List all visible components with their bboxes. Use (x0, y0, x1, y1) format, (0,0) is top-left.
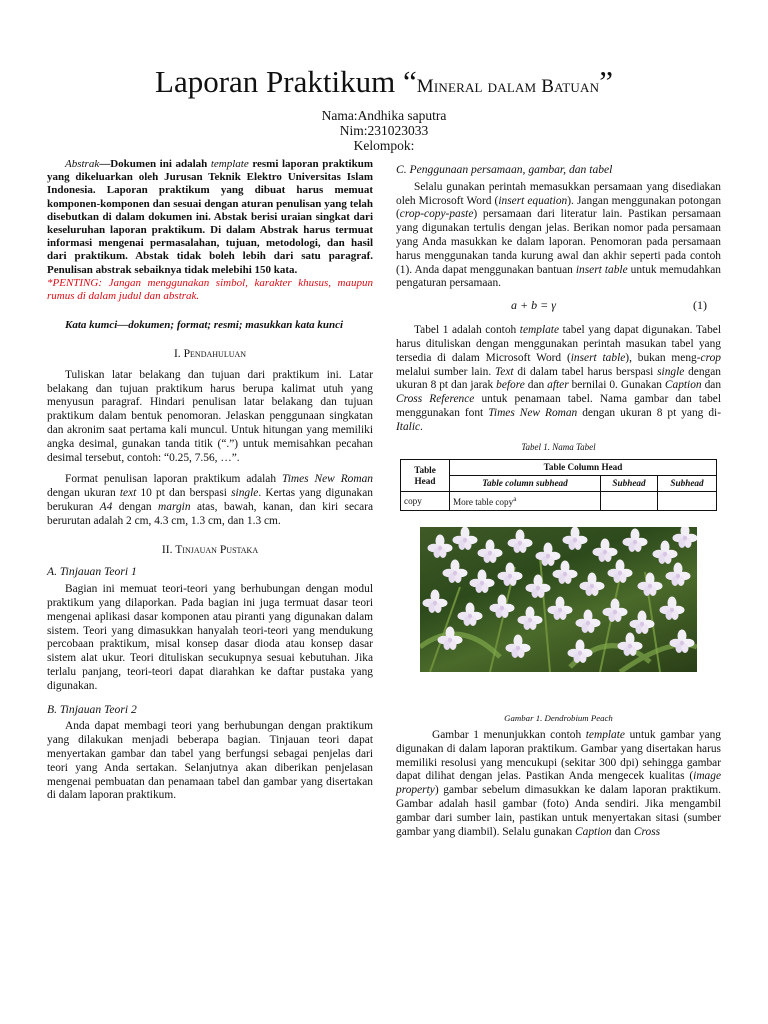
intro-paragraph-1: Tuliskan latar belakang dan tujuan dari praktikum ini. Latar belakang dan tujuan praktikum harus berupa kalimat utuh yang menyusun paragraf. Hindari penulisan latar belakang dan tujuan praktikum dalam bentuk penomoran. Jelaskan penggunaan singkatan dan akronim saat pertama kali muncul. Untuk hitungan yang memiliki angka desimal, gunakan tanda titik (“.”) untuk memisahkan pecahan desimal tersebut, contoh: “0.25, 7.56, …”. (47, 368, 373, 464)
section-heading-introduction: I. Pendahuluan (173, 347, 247, 361)
important-note: *PENTING: Jangan menggunakan simbol, karakter khusus, maupun rumus di dalam judul dan abstrak. (47, 276, 373, 303)
orchid-photo (420, 527, 697, 672)
orchid-flowers-illustration (420, 527, 697, 672)
author-group: Kelompok: (353, 138, 415, 153)
table-column-head: Table Column Head (450, 460, 717, 476)
title-main: Laporan Praktikum “ (155, 64, 417, 99)
subsection-heading-theory-1: A. Tinjauan Teori 1 (47, 565, 137, 579)
equations-paragraph: Selalu gunakan perintah memasukkan persamaan yang disediakan oleh Microsoft Word (insert equation). Jangan menggunakan potongan (crop-copy-paste) persamaan dari literatur lain. Pastikan persamaan yang digunakan tertulis dengan jelas. Berikan nomor pada persamaan yang Anda masukkan ke dalam laporan. Penomoran pada persamaan harus menggunakan tanda kurung awal dan akhir seperti pada contoh (1). Anda dapat menggunakan bantuan insert table untuk memudahkan pengaturan persamaan. (396, 180, 722, 290)
table-row (401, 492, 717, 511)
table-subhead-2: Subhead (601, 476, 658, 492)
right-column (396, 163, 721, 511)
table-subhead-3: Subhead (658, 476, 717, 492)
table-cell (601, 492, 658, 511)
table-caption: Tabel 1. Nama Tabel (521, 441, 596, 452)
keywords: Kata kumci—dokumen; format; resmi; masukkan kata kunci (65, 319, 344, 332)
report-title (0, 64, 768, 105)
figure-paragraph: Gambar 1 menunjukkan contoh template untuk gambar yang digunakan di dalam laporan praktikum. Gambar yang disertakan harus memiliki resolusi yang mencukupi (sekitar 300 dpi) sehingga gambar dapat dilihat dengan jelas. Pastikan Anda mengecek kualitas (image property) gambar sebelum dimasukkan ke dalam laporan praktikum. Gambar adalah hasil gambar (foto) Anda sendiri. Jika mengambil gambar dari sumber lain, pastikan untuk menyertakan sitasi (sumber gambar yang diambil). Selalu gunakan Caption dan Cross (396, 729, 721, 838)
table-paragraph: Tabel 1 adalah contoh template tabel yang dapat digunakan. Tabel harus dituliskan dengan menggunakan perintah masukan tabel yang tersedia di dalam Microsoft Word (insert table), bukan meng-crop melalui sumber lain. Text di dalam tabel harus berspasi single dengan ukuran 8 pt dan jarak before dan after bernilai 0. Gunakan Caption dan Cross Reference untuk penamaan tabel. Nama gambar dan tabel menggunakan font Times New Roman dengan ukuran 8 pt yang di-Italic. (396, 324, 722, 433)
equation-number: (1) (693, 298, 707, 313)
table-head-left: Table Head (401, 460, 450, 492)
table-cell: More table copy$^a$ (450, 492, 601, 511)
intro-paragraph-2: Format penulisan laporan praktikum adalah Times New Roman dengan ukuran text 10 pt dan berspasi single. Kertas yang digunakan berukuran A4 dengan margin atas, bawah, kanan, dan kiri secara berurutan adalah 2 cm, 4.3 cm, 1.3 cm, dan 1.3 cm. (47, 473, 373, 527)
figure-paragraph-block (396, 729, 721, 839)
subsection-heading-equations: C. Penggunaan persamaan, gambar, dan tabel (396, 163, 613, 176)
equation-expression: a + b = γ (511, 298, 556, 313)
example-table (400, 459, 717, 511)
title-close-quote: ” (599, 64, 613, 99)
table-cell: copy (401, 492, 450, 511)
theory-1-paragraph: Bagian ini memuat teori-teori yang berhubungan dengan modul praktikum yang dilaporkan. Pada bagian ini juga termuat dasar teori mengenai aplikasi dasar komponen atau piranti yang digunakan dalam sistem. Teori yang dimasukkan hanyalah teori-teori yang mendukung percobaan praktikum, misal konsep dasar dioda atau konsep dasar sistem alat ukur. Teori dituliskan secukupnya sesuai kebutuhan. Jika terlalu panjang, teori-teori dapat diarahkan ke daftar pustaka yang digunakan. (47, 583, 373, 692)
section-heading-literature: II. Tinjauan Pustaka (161, 542, 259, 556)
figure-caption: Gambar 1. Dendrobium Peach (504, 713, 613, 723)
table-cell (658, 492, 717, 511)
theory-2-paragraph: Anda dapat membagi teori yang berhubungan dengan praktikum yang dilakukan menjadi beberapa bagian. Tinjauan teori dapat menyertakan gambar dan tabel yang berfungsi sebagai penjelas dari teori yang Anda sertakan. Selanjutnya akan diberikan penjelasan mengenai pembuatan dan penamaan tabel dan gambar yang disertakan di dalam laporan praktikum. (47, 720, 373, 802)
author-nim: Nim:231023033 (339, 123, 429, 138)
subsection-heading-theory-2: B. Tinjauan Teori 2 (47, 702, 137, 716)
title-subject: Mineral dalam Batuan (416, 76, 600, 97)
abstract: Abstrak—Dokumen ini adalah template resmi laporan praktikum yang dikeluarkan oleh Jurusan Teknik Elektro Universitas Islam Indonesia. Laporan praktikum yang dibuat harus memuat komponen-komponen dan sesuai dengan aturan penulisan yang telah disebutkan di dalam dokumen ini. Abstak berisi uraian singkat dari keseluruhan laporan praktikum. Di dalam Abstrak harus termuat informasi mengenai permasalahan, tujuan, metodologi, dan hasil dari praktikum. Abstak tidak boleh lebih dari satu paragraf. Penulisan abstrak sebaiknya tidak melebihi 150 kata. (47, 158, 373, 276)
table-subhead-1: Table column subhead (450, 476, 601, 492)
left-column (47, 158, 373, 803)
equation-1 (396, 296, 721, 316)
author-name: Nama:Andhika saputra (321, 108, 447, 123)
